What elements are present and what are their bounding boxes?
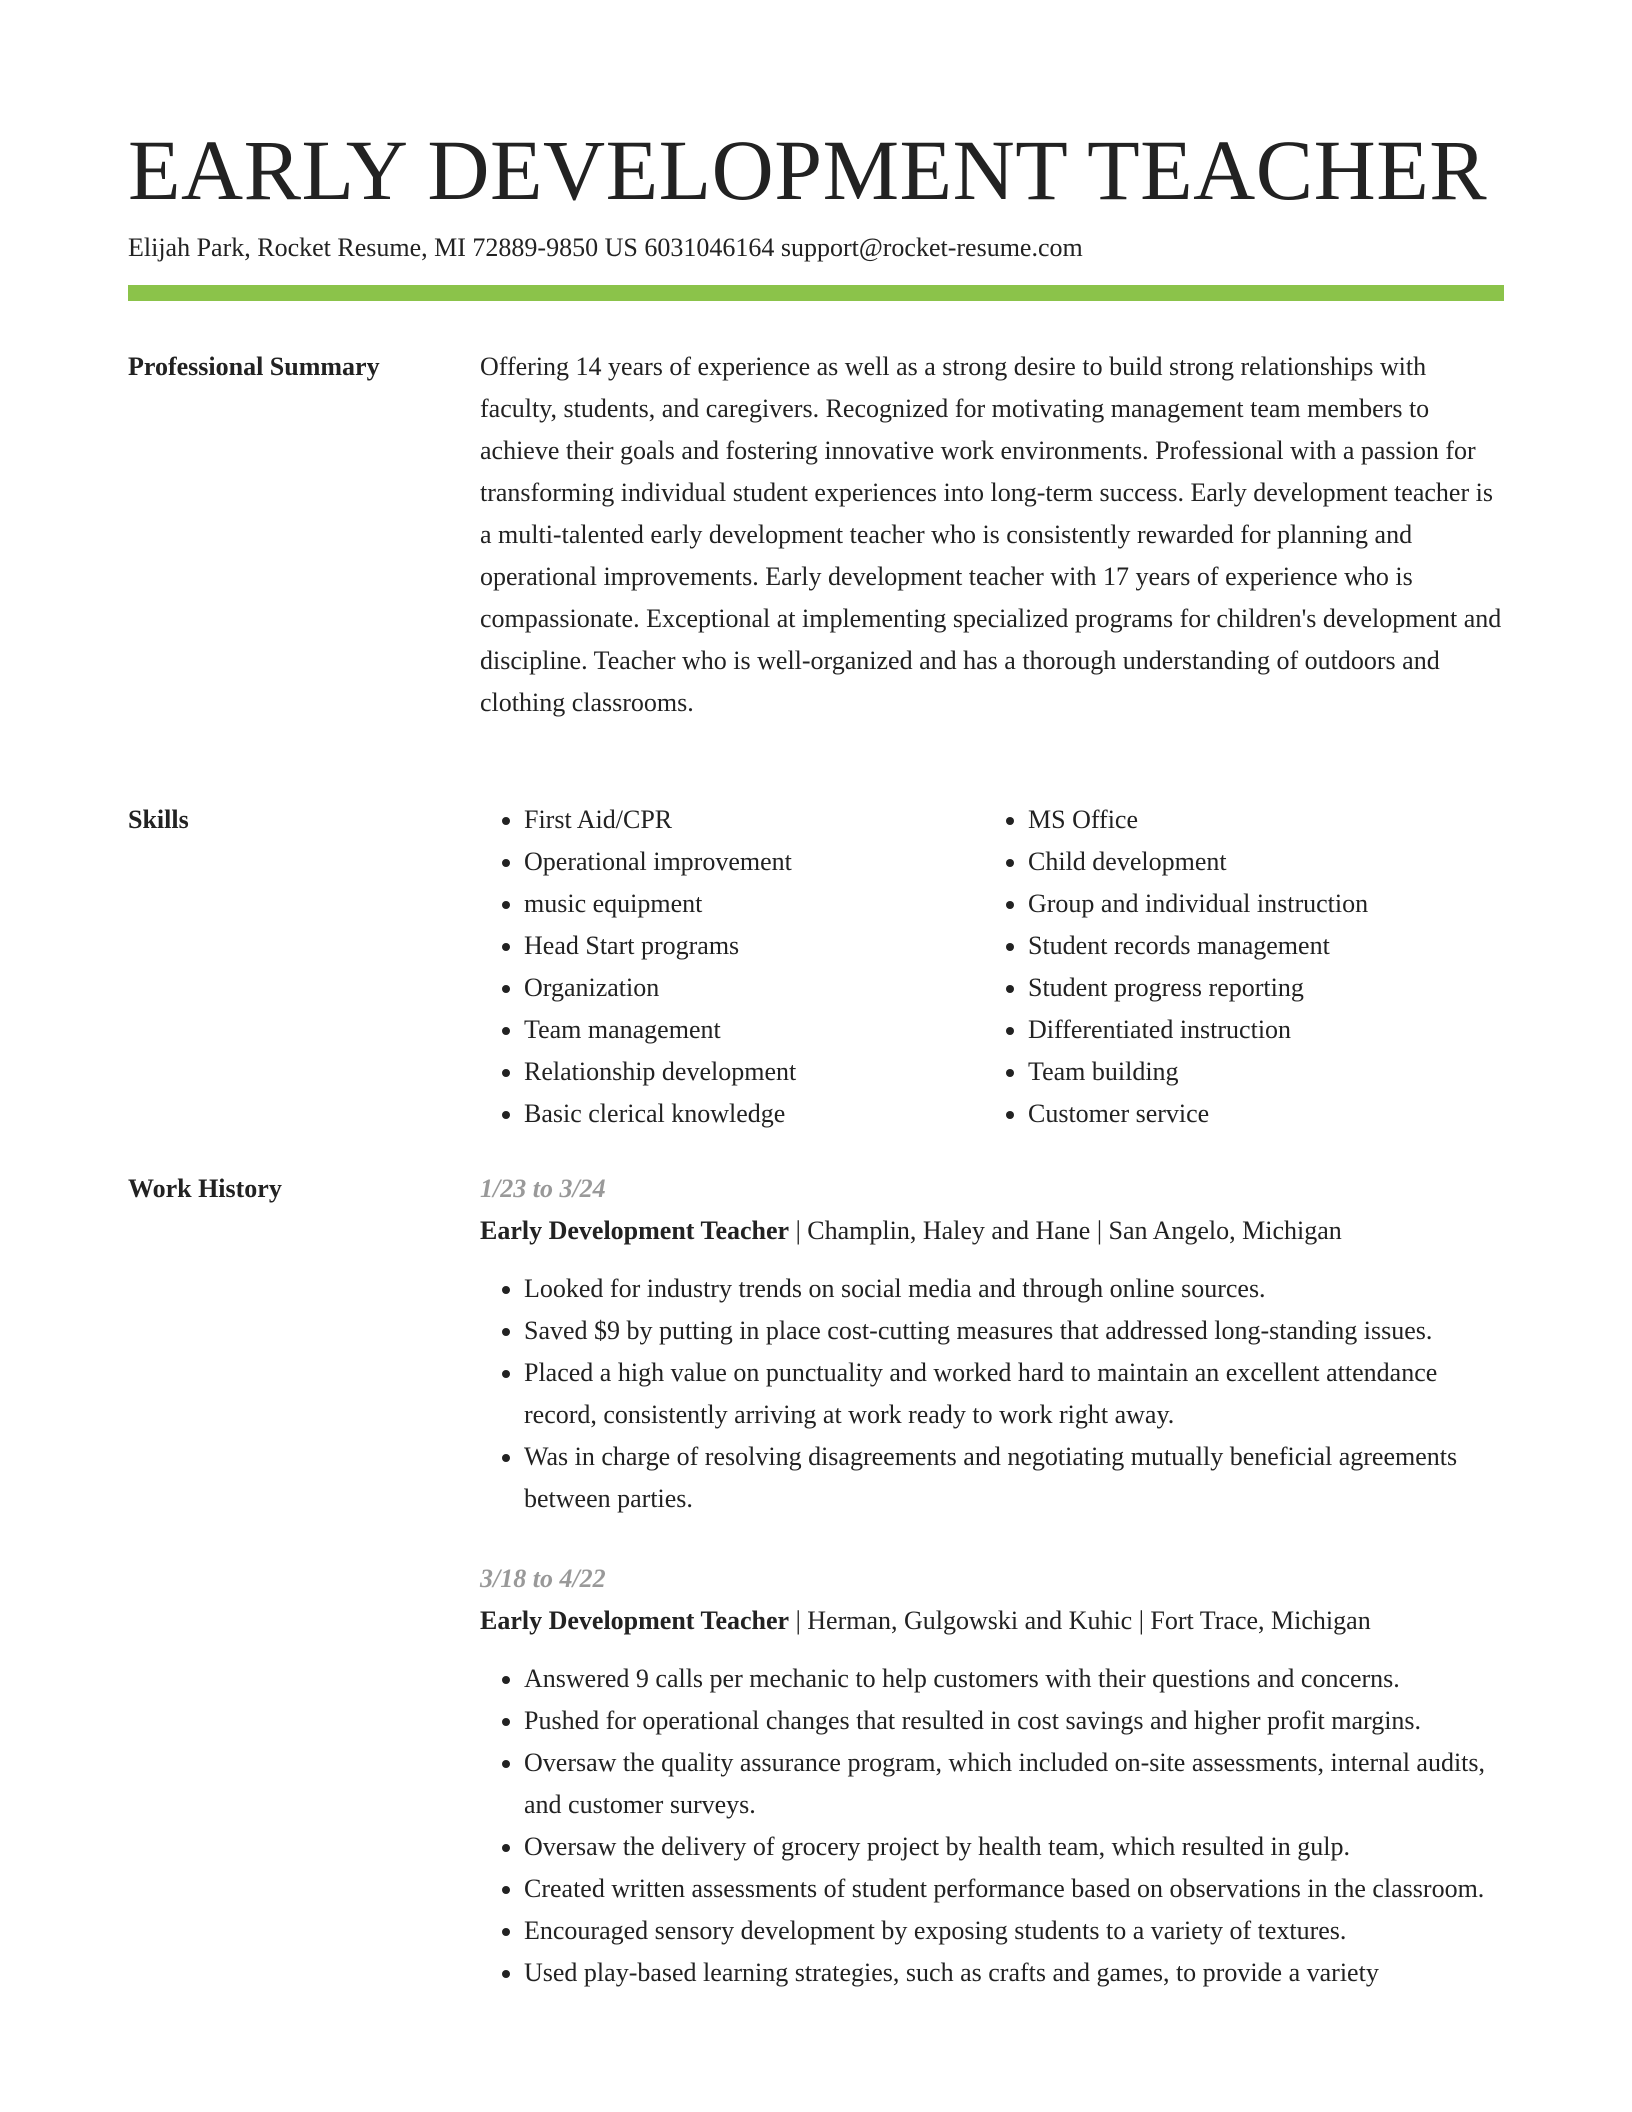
job-title: Early Development Teacher (480, 1216, 790, 1245)
skill-item: • Differentiated instruction (1028, 1009, 1488, 1051)
skills-list-right (984, 799, 1488, 1135)
skill-item: • Team building (1028, 1051, 1488, 1093)
skill-item: • Child development (1028, 841, 1488, 883)
summary-text: Offering 14 years of experience as well as a strong desire to build strong relationships with faculty, students, and caregivers. Recognized for motivating management team members to achieve their goals and fostering innovative work environments. Professional with a passion for transforming individual student experiences into long-term success. Early development teacher is a multi-talented early development teacher who is consistently rewarded for planning and operational improvements. Early development teacher with 17 years of experience who is compassionate. Exceptional at implementing specialized programs for children's development and discipline. Teacher who is well-organized and has a thorough understanding of outdoors and clothing classrooms. (480, 352, 1502, 717)
job-employer-location: | Champlin, Haley and Hane | San Angelo, Michigan (789, 1216, 1342, 1245)
skill-item: • Operational improvement (524, 841, 984, 883)
page-title: EARLY DEVELOPMENT TEACHER (128, 122, 1488, 218)
skill-item: • music equipment (524, 883, 984, 925)
summary-section (480, 346, 1504, 724)
job-dates: 1/23 to 3/24 (480, 1174, 606, 1203)
skill-item: • Relationship development (524, 1051, 984, 1093)
job-dates: 3/18 to 4/22 (480, 1564, 606, 1593)
job-bullet: • Encouraged sensory development by exposing students to a variety of textures. (524, 1910, 1504, 1952)
skill-item: • Organization (524, 967, 984, 1009)
job-bullet: • Used play-based learning strategies, such as crafts and games, to provide a variety (524, 1952, 1504, 1994)
job-bullet: • Oversaw the quality assurance program, which included on-site assessments, internal audits, and customer surveys. (524, 1742, 1504, 1826)
skill-item: • Basic clerical knowledge (524, 1093, 984, 1135)
job-bullets (480, 1268, 1504, 1520)
job-employer-location: | Herman, Gulgowski and Kuhic | Fort Trace, Michigan (789, 1606, 1371, 1635)
skill-item: • Head Start programs (524, 925, 984, 967)
job-bullet: • Pushed for operational changes that resulted in cost savings and higher profit margins. (524, 1700, 1504, 1742)
work-history-section (480, 1168, 1504, 2032)
job-entry (480, 1558, 1504, 1994)
job-title: Early Development Teacher (480, 1606, 790, 1635)
contact-info: Elijah Park, Rocket Resume, MI 72889-9850 US 6031046164 support@rocket-resume.com (128, 233, 1083, 262)
section-label-work-history: Work History (128, 1174, 282, 1203)
skill-item: • Group and individual instruction (1028, 883, 1488, 925)
job-bullet: • Saved $9 by putting in place cost-cutting measures that addressed long-standing issues. (524, 1310, 1504, 1352)
job-bullets (480, 1658, 1504, 1994)
skills-section (480, 799, 1504, 1135)
job-bullet: • Created written assessments of student performance based on observations in the classroom. (524, 1868, 1504, 1910)
job-bullet: • Was in charge of resolving disagreements and negotiating mutually beneficial agreements between parties. (524, 1436, 1504, 1520)
job-bullet: • Answered 9 calls per mechanic to help customers with their questions and concerns. (524, 1658, 1504, 1700)
section-label-summary: Professional Summary (128, 352, 380, 381)
skill-item: • First Aid/CPR (524, 799, 984, 841)
job-entry (480, 1168, 1504, 1520)
accent-divider (128, 285, 1504, 301)
skills-list-left (480, 799, 984, 1135)
skill-item: • MS Office (1028, 799, 1488, 841)
skill-item: • Team management (524, 1009, 984, 1051)
skill-item: • Student records management (1028, 925, 1488, 967)
job-heading (480, 1210, 1504, 1252)
job-bullet: • Oversaw the delivery of grocery project by health team, which resulted in gulp. (524, 1826, 1504, 1868)
job-heading (480, 1600, 1504, 1642)
skill-item: • Student progress reporting (1028, 967, 1488, 1009)
section-label-skills: Skills (128, 805, 189, 834)
job-bullet: • Placed a high value on punctuality and worked hard to maintain an excellent attendance record, consistently arriving at work ready to work right away. (524, 1352, 1504, 1436)
skill-item: • Customer service (1028, 1093, 1488, 1135)
job-bullet: • Looked for industry trends on social media and through online sources. (524, 1268, 1504, 1310)
